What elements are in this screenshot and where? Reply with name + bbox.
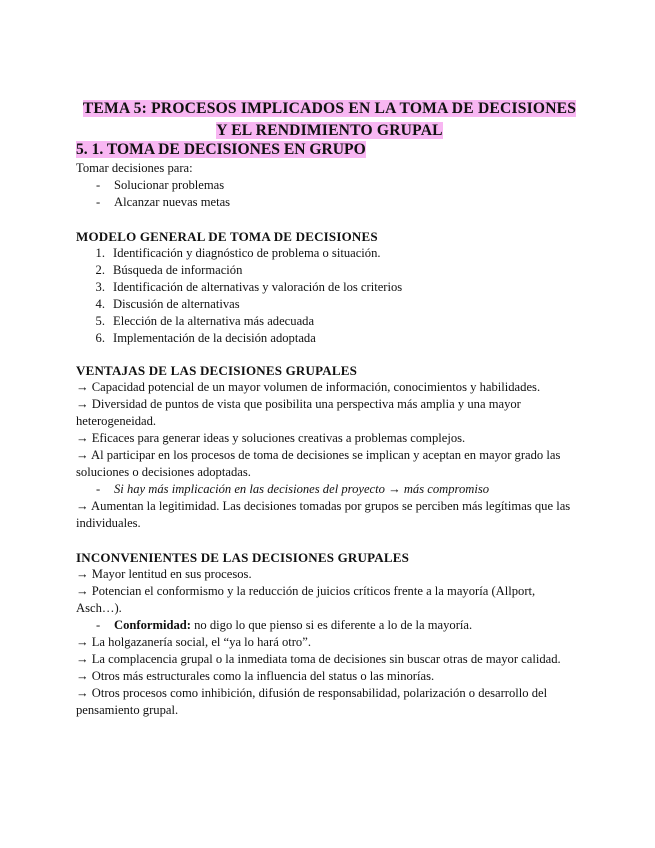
dash-marker: - <box>96 178 101 192</box>
step-number: 2. <box>95 263 105 277</box>
dash-marker: - <box>96 618 101 632</box>
document-title <box>76 98 583 142</box>
inconvenientes-section <box>76 549 583 719</box>
title-line-1: TEMA 5: PROCESOS IMPLICADOS EN LA TOMA DE DECISIONES <box>82 100 577 117</box>
ventajas-point: → Al participar en los procesos de toma de decisiones se implican y aceptan en mayor grado las soluciones o decisiones adoptadas. <box>76 448 561 479</box>
step-text: Implementación de la decisión adoptada <box>113 331 316 345</box>
list-item-text: Solucionar problemas <box>114 178 225 192</box>
section-intro: Tomar decisiones para: <box>76 161 193 175</box>
ventajas-subpoint-text: Si hay más implicación en las decisiones del proyecto → más compromiso <box>114 482 490 496</box>
ventajas-heading: VENTAJAS DE LAS DECISIONES GRUPALES <box>76 363 358 378</box>
inconvenientes-subpoint <box>76 617 583 634</box>
conformidad-definition: no digo lo que pienso si es diferente a lo de la mayoría. <box>190 618 473 632</box>
ventajas-point: → Aumentan la legitimidad. Las decisiones tomadas por grupos se perciben más legítimas que las individuales. <box>76 499 571 530</box>
inconvenientes-point: → Otros procesos como inhibición, difusión de responsabilidad, polarización o desarrollo del pensamiento grupal. <box>76 686 548 717</box>
title-line-2: Y EL RENDIMIENTO GRUPAL <box>216 122 443 139</box>
step-number: 4. <box>95 297 105 311</box>
ventajas-point: → Eficaces para generar ideas y soluciones creativas a problemas complejos. <box>76 431 466 445</box>
conformidad-term: Conformidad: <box>114 618 191 632</box>
inconvenientes-point: → Mayor lentitud en sus procesos. <box>76 567 252 581</box>
step-number: 1. <box>95 246 105 260</box>
step-number: 5. <box>95 314 105 328</box>
step-item <box>76 330 583 347</box>
ventajas-point: → Capacidad potencial de un mayor volumen de información, conocimientos y habilidades. <box>76 380 541 394</box>
step-number: 6. <box>95 331 105 345</box>
dash-marker: - <box>96 195 101 209</box>
list-item <box>76 177 583 194</box>
step-item <box>76 245 583 262</box>
modelo-steps <box>76 245 583 347</box>
modelo-heading: MODELO GENERAL DE TOMA DE DECISIONES <box>76 229 378 244</box>
section-list <box>76 177 583 211</box>
modelo-section <box>76 228 583 347</box>
section-5-1 <box>76 140 583 211</box>
step-item <box>76 262 583 279</box>
ventajas-section <box>76 362 583 532</box>
step-item <box>76 296 583 313</box>
step-number: 3. <box>95 280 105 294</box>
step-text: Elección de la alternativa más adecuada <box>113 314 315 328</box>
list-item-text: Alcanzar nuevas metas <box>114 195 231 209</box>
list-item <box>76 194 583 211</box>
step-text: Búsqueda de información <box>113 263 243 277</box>
inconvenientes-point: → La holgazanería social, el “ya lo hará otro”. <box>76 635 311 649</box>
inconvenientes-heading: INCONVENIENTES DE LAS DECISIONES GRUPALES <box>76 550 410 565</box>
ventajas-subpoint <box>76 481 583 498</box>
inconvenientes-point: → Potencian el conformismo y la reducción de juicios críticos frente a la mayoría (Allport, Asch…). <box>76 584 536 615</box>
inconvenientes-subpoint-text <box>114 617 472 634</box>
section-heading-text: 5. 1. TOMA DE DECISIONES EN GRUPO <box>76 141 366 158</box>
inconvenientes-point: → La complacencia grupal o la inmediata toma de decisiones sin buscar otras de mayor calidad. <box>76 652 561 666</box>
step-text: Discusión de alternativas <box>113 297 240 311</box>
dash-marker: - <box>96 482 101 496</box>
inconvenientes-point: → Otros más estructurales como la influencia del status o las minorías. <box>76 669 435 683</box>
step-text: Identificación de alternativas y valoración de los criterios <box>113 280 403 294</box>
step-item <box>76 279 583 296</box>
section-heading <box>76 140 583 160</box>
step-text: Identificación y diagnóstico de problema o situación. <box>113 246 381 260</box>
step-item <box>76 313 583 330</box>
ventajas-point: → Diversidad de puntos de vista que posibilita una perspectiva más amplia y una mayor heterogeneidad. <box>76 397 521 428</box>
